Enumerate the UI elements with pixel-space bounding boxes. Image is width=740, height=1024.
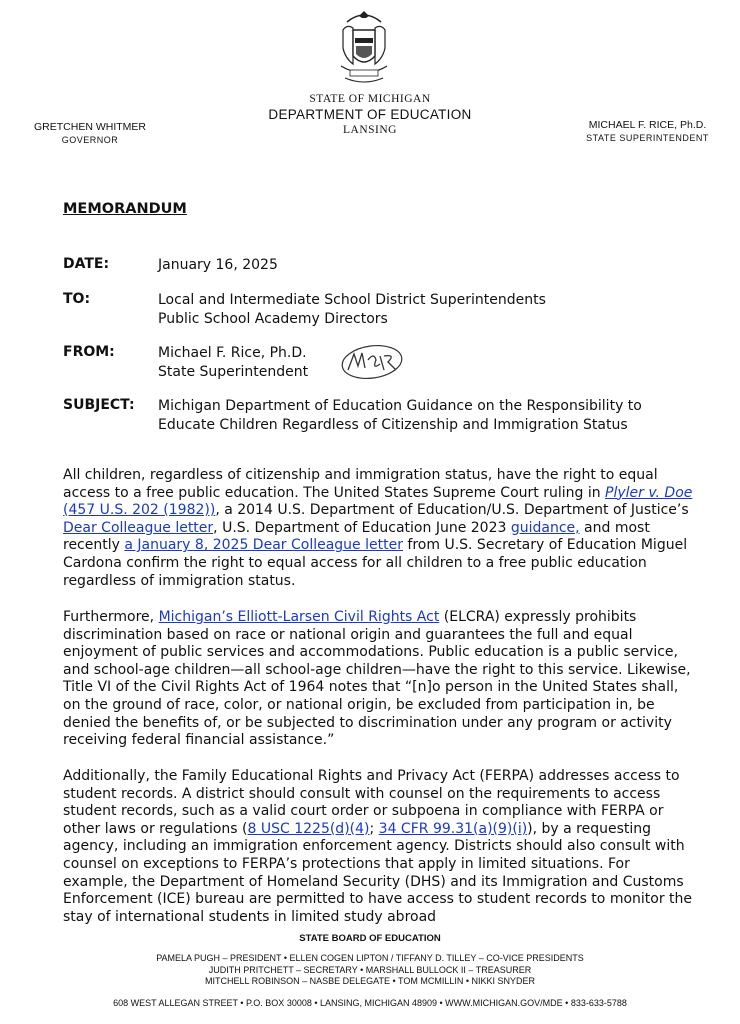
from-line-2: State Superintendent	[158, 364, 309, 380]
link-plyler-v-doe[interactable]: Plyler v. Doe	[605, 484, 693, 501]
link-34-cfr-99-31[interactable]: 34 CFR 99.31(a)(9)(i)	[378, 820, 528, 837]
board-members	[0, 953, 740, 988]
superintendent-block	[570, 119, 725, 145]
from-value	[158, 344, 308, 382]
governor-title: GOVERNOR	[61, 135, 119, 145]
p2-text-2: (ELCRA) expressly prohibits discrimination based on race or national origin and guarantees the full and equal enjoyment of public services and accommodations. Public education is a public service, and school-age children—all school-age children—have the right to this service. Likewise, Title VI of the Civil Rights Act of 1964 notes that “[n]o person in the United States shall, on the ground of race, color, or national origin, be excluded from participation in, be denied the benefits of, or be subjected to discrimination under any program or activity receiving federal financial assistance.”	[63, 609, 691, 749]
subject-line-2: Educate Children Regardless of Citizenship and Immigration Status	[158, 417, 628, 433]
superintendent-title: STATE SUPERINTENDENT	[586, 133, 709, 143]
from-label: FROM:	[63, 344, 115, 360]
p1-text-1: All children, regardless of citizenship and immigration status, have the right to equal access to a free public education. The United States Supreme Court ruling in	[63, 467, 658, 501]
governor-name: GRETCHEN WHITMER	[34, 121, 146, 133]
p1-text-4: and most recently	[63, 519, 650, 554]
board-line-3: MITCHELL ROBINSON – NASBE DELEGATE • TOM MCMILLIN • NIKKI SNYDER	[204, 976, 536, 986]
subject-line-1: Michigan Department of Education Guidance on the Responsibility to	[158, 398, 642, 414]
to-label: TO:	[63, 291, 91, 307]
to-line-2: Public School Academy Directors	[158, 311, 388, 327]
paragraph-1	[63, 467, 693, 590]
from-line-1: Michael F. Rice, Ph.D.	[158, 345, 307, 361]
footer-address: 608 WEST ALLEGAN STREET • P.O. BOX 30008 • LANSING, MICHIGAN 48909 • WWW.MICHIGAN.GOV/MDE • 833-633-5788	[113, 998, 627, 1008]
p1-text-5: from U.S. Secretary of Education Miguel Cardona confirm the right to equal access for all children to a free public education regardless of immigration status.	[63, 537, 688, 589]
subject-value	[158, 397, 642, 435]
link-8-usc-1225[interactable]: 8 USC 1225(d)(4)	[247, 820, 370, 837]
governor-block	[20, 121, 160, 147]
link-plyler-citation[interactable]: (457 U.S. 202 (1982))	[63, 502, 216, 519]
subject-label: SUBJECT:	[63, 397, 135, 413]
board-line-1: PAMELA PUGH – PRESIDENT • ELLEN COGEN LIPTON / TIFFANY D. TILLEY – CO-VICE PRESIDENTS	[156, 953, 584, 963]
department-name: DEPARTMENT OF EDUCATION	[268, 107, 472, 122]
to-value	[158, 291, 546, 329]
date-label: DATE:	[63, 256, 110, 272]
p1-text-2: , a 2014 U.S. Department of Education/U.S. Department of Justice’s	[215, 502, 689, 519]
board-title: STATE BOARD OF EDUCATION	[299, 933, 441, 944]
date-value: January 16, 2025	[158, 257, 278, 273]
michigan-state-seal	[333, 8, 395, 86]
p1-text-3: , U.S. Department of Education June 2023	[213, 519, 511, 536]
p3-text-1: Additionally, the Family Educational Rights and Privacy Act (FERPA) addresses access to student records. A district should consult with counsel on the requirements to access student records, such as a valid court order or subpoena in compliance with FERPA or other laws or regulations (	[63, 768, 680, 837]
signature	[340, 344, 404, 380]
state-name: STATE OF MICHIGAN	[309, 93, 431, 105]
to-line-1: Local and Intermediate School District Superintendents	[158, 292, 546, 308]
city-name: LANSING	[343, 124, 397, 136]
p3-text-2: ;	[369, 820, 379, 837]
superintendent-name: MICHAEL F. RICE, Ph.D.	[588, 119, 707, 131]
board-line-2: JUDITH PRITCHETT – SECRETARY • MARSHALL BULLOCK II – TREASURER	[208, 964, 532, 975]
link-jan-8-dear-colleague-letter[interactable]: a January 8, 2025 Dear Colleague letter	[124, 537, 403, 554]
paragraph-3	[63, 768, 693, 926]
paragraph-2	[63, 609, 693, 750]
link-elcra[interactable]: Michigan’s Elliott-Larsen Civil Rights Act	[158, 609, 440, 625]
p3-text-3: ), by a requesting agency, including an immigration enforcement agency. Districts should also consult with counsel on exceptions to FERPA’s protections that apply in limited situations. For example, the Department of Homeland Security (DHS) and its Immigration and Customs Enforcement (ICE) bureau are permitted to have access to student records to monitor the stay of international students in limited study abroad	[63, 820, 693, 925]
link-dear-colleague-letter[interactable]: Dear Colleague letter	[63, 519, 214, 536]
link-guidance[interactable]: guidance,	[510, 519, 580, 536]
memo-heading: MEMORANDUM	[63, 201, 187, 217]
p2-text-1: Furthermore,	[63, 609, 159, 625]
